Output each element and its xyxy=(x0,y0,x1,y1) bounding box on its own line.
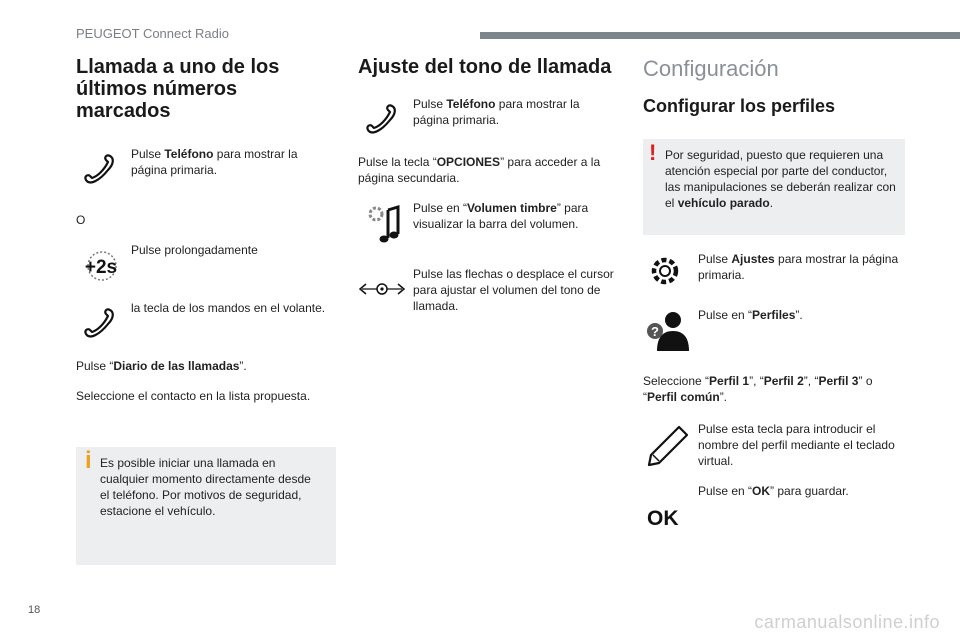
step-ok-text: Pulse en “OK” para guardar. xyxy=(698,484,849,498)
phone-handset-icon xyxy=(76,300,126,346)
phone-handset-icon xyxy=(76,146,126,192)
long-press-icon xyxy=(76,242,126,288)
step-long-press-text: Pulse prolongadamente xyxy=(131,243,258,257)
header-bar xyxy=(480,32,960,39)
step-phone-text: Pulse Teléfono para mostrar la página primaria. xyxy=(413,97,580,127)
step-profiles xyxy=(643,307,905,353)
info-note-text: Es posible iniciar una llamada en cualquier momento directamente desde el teléfono. Por motivos de seguridad, estacione el vehículo. xyxy=(100,456,311,518)
step-phone xyxy=(76,146,336,192)
slider-arrows-icon xyxy=(358,266,408,312)
step-adjust-volume-text: Pulse las flechas o desplace el cursor para ajustar el volumen del tono de llamada. xyxy=(413,267,614,313)
warning-icon: ! xyxy=(649,140,657,165)
ok-icon xyxy=(643,483,693,529)
step-profile-name-text: Pulse esta tecla para introducir el nombre del perfil mediante el teclado virtual. xyxy=(698,422,895,468)
heading-last-numbers: Llamada a uno de los últimos números marcados xyxy=(76,56,280,122)
step-settings xyxy=(643,251,905,297)
watermark: carmanualsonline.info xyxy=(754,612,940,632)
page-number: 18 xyxy=(28,604,41,616)
gear-icon xyxy=(643,251,693,297)
para-options: Pulse la tecla “OPCIONES” para acceder a la página secundaria. xyxy=(358,155,601,185)
column-ringtone xyxy=(358,56,618,314)
header-title: PEUGEOT Connect Radio xyxy=(76,26,229,41)
step-profiles-text: Pulse en “Perfiles”. xyxy=(698,308,803,322)
step-profile-name xyxy=(643,421,905,469)
step-phone-text: Pulse Teléfono para mostrar la página primaria. xyxy=(131,147,298,177)
step-adjust-volume xyxy=(358,266,618,314)
long-press-label: +2s xyxy=(84,257,118,278)
para-select-contact: Seleccione el contacto en la lista propuesta. xyxy=(76,389,311,403)
step-ring-volume-text: Pulse en “Volumen timbre” para visualizar la barra del volumen. xyxy=(413,201,589,231)
para-select-profile: Seleccione “Perfil 1”, “Perfil 2”, “Perfil 3” o “Perfil común”. xyxy=(643,374,873,404)
phone-handset-icon xyxy=(358,96,408,142)
heading-ringtone: Ajuste del tono de llamada xyxy=(358,56,612,78)
user-profile-icon xyxy=(643,307,693,353)
question-mark: ? xyxy=(651,324,659,339)
step-ring-volume xyxy=(358,200,618,246)
info-icon: i xyxy=(85,447,92,474)
step-long-press xyxy=(76,242,336,288)
step-phone xyxy=(358,96,618,142)
step-ok xyxy=(643,483,905,529)
info-note xyxy=(76,447,336,565)
warning-note-text: Por seguridad, puesto que requieren una atención especial por parte del conductor, las manipulaciones se deberán realizar con el vehículo parado. xyxy=(665,148,896,210)
settings-music-icon xyxy=(358,200,408,246)
para-call-log: Pulse “Diario de las llamadas”. xyxy=(76,359,247,373)
column-last-numbers xyxy=(76,56,336,565)
ok-icon-label: OK xyxy=(647,507,679,529)
section-title: Configuración xyxy=(643,56,779,81)
warning-note xyxy=(643,139,905,235)
pencil-icon xyxy=(643,421,693,467)
column-configuration xyxy=(643,56,905,529)
step-settings-text: Pulse Ajustes para mostrar la página primaria. xyxy=(698,252,899,282)
heading-profiles: Configurar los perfiles xyxy=(643,96,836,116)
step-steering-key xyxy=(76,300,336,346)
step-steering-key-text: la tecla de los mandos en el volante. xyxy=(131,301,326,315)
or-text: O xyxy=(76,213,86,227)
